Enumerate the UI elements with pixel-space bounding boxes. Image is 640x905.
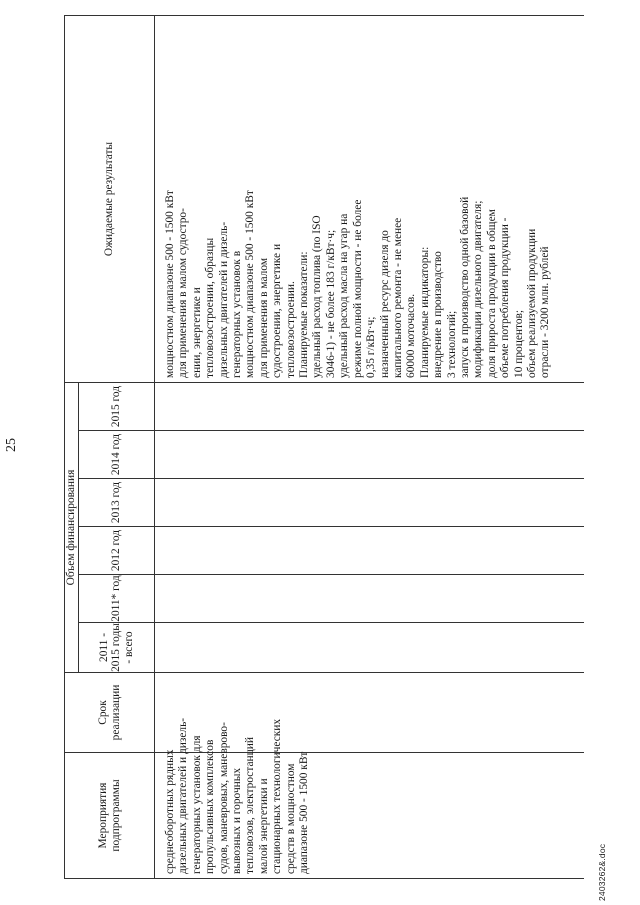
cell-2011 (155, 575, 585, 623)
result-line: удельный расход топлива (по ISO (311, 215, 324, 378)
result-line: капитального ремонта - не менее (391, 217, 404, 378)
measure-line: дизельных двигателей и дизель- (177, 717, 190, 874)
result-line: судостроении, энергетике и (271, 243, 284, 378)
result-line: 3046-1) - не более 183 г/кВт·ч; (324, 229, 337, 378)
measure-text (164, 717, 311, 874)
result-line: назначенный ресурс дизеля до (378, 230, 391, 378)
result-line: 60000 моточасов. (405, 293, 418, 378)
result-line: 0,35 г/кВт·ч; (365, 316, 378, 378)
result-line: объем реализуемой продукции (525, 228, 538, 378)
result-line: ении, энергетике и (190, 287, 203, 378)
measure-line: средств в мощностном (284, 763, 297, 874)
result-line: Планируемые показатели: (298, 251, 311, 378)
header-2011: 2011* год (79, 575, 155, 623)
result-text (164, 20, 553, 378)
result-line: Планируемые индикаторы: (418, 246, 431, 378)
measure-cell (155, 717, 585, 879)
header-measures: Мероприятия подпрограммы (65, 753, 155, 879)
result-line: внедрение в производство (432, 251, 445, 378)
header-2014: 2014 год (79, 431, 155, 479)
total-cell (155, 623, 585, 673)
measure-line: стационарных технологических (271, 718, 284, 874)
header-funding: Объем финансирования (65, 382, 79, 672)
result-cell (155, 15, 585, 382)
result-line: мощностном диапазоне 500 - 1500 кВт (164, 190, 176, 378)
header-2015: 2015 год (79, 382, 155, 430)
result-line: режиме полной мощности - не более (351, 199, 364, 378)
document-id: 2403262&.doc (597, 843, 607, 901)
result-line: отрасли - 3200 млн. рублей (539, 246, 552, 378)
result-line: для применения в малом судостро- (177, 208, 190, 378)
measure-line: пропульсивных комплексов (204, 739, 217, 874)
result-line: для применения в малом (257, 257, 270, 378)
cell-2013 (155, 479, 585, 527)
result-line: тепловозостроении, образцы (204, 237, 217, 378)
result-line: тепловозостроении. (284, 281, 297, 378)
subprogram-table (64, 15, 584, 879)
header-results: Ожидаемые результаты (65, 15, 155, 382)
result-line: удельный расход масла на угар на (338, 213, 351, 378)
result-line: объеме потребления продукции - (499, 217, 512, 378)
result-line: запуск в производство одной базовой (458, 196, 471, 378)
result-line: 10 процентов; (512, 309, 525, 378)
result-line: доля прироста продукции в общем (485, 209, 498, 378)
result-line: мощностном диапазоне 500 - 1500 кВт (244, 190, 257, 378)
header-total: 2011 - 2015 годы - всего (79, 623, 155, 673)
header-2012: 2012 год (79, 527, 155, 575)
result-line: генераторных установок в (231, 250, 244, 378)
measure-line: вывозных и горочных (231, 767, 244, 874)
measure-line: тепловозов, электростанций (244, 737, 257, 874)
result-line: 3 технологий; (445, 310, 458, 378)
result-line: модификации дизельного двигателя; (472, 200, 485, 378)
measure-line: судов, маневровых, маневрово- (217, 722, 230, 874)
measure-line: диапазоне 500 - 1500 кВт (298, 751, 311, 874)
header-term: Срок реализации (65, 673, 155, 753)
measure-line: среднеоборотных рядных (164, 749, 176, 874)
page-number: 25 (4, 438, 19, 452)
header-2013: 2013 год (79, 479, 155, 527)
measure-line: генераторных установок для (190, 735, 203, 874)
result-line: дизельных двигателей и дизель- (217, 221, 230, 378)
cell-2012 (155, 527, 585, 575)
cell-2015 (155, 382, 585, 430)
measure-line: малой энергетики и (257, 778, 270, 874)
cell-2014 (155, 431, 585, 479)
